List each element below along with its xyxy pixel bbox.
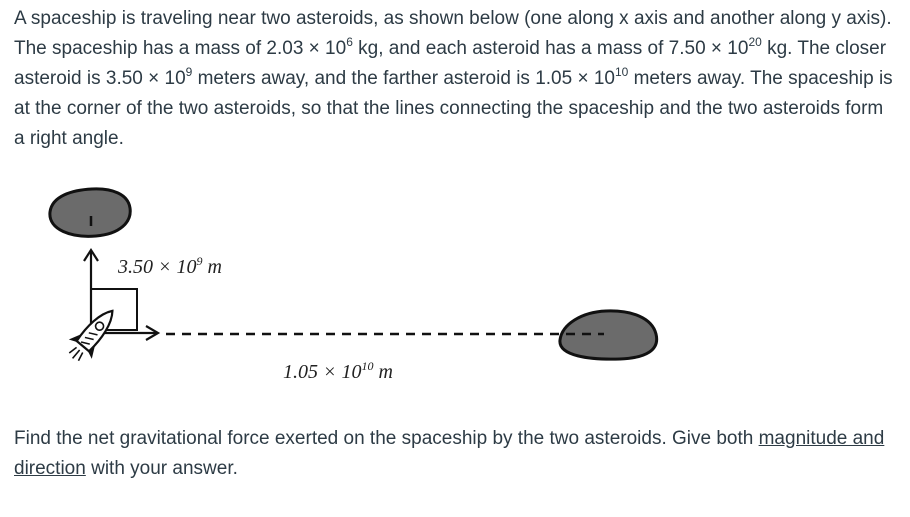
vertical-distance-label: $3.50 \times 10^9$ m <box>118 254 222 278</box>
problem-text-2: kg, and each asteroid has a mass of 7.50 × 10 <box>352 38 749 59</box>
problem-text-4: meters away, and the farther asteroid is 1.05 × 10 <box>192 68 615 89</box>
problem-text-3: kg. The closer asteroid is 3.50 × 10 <box>14 38 887 89</box>
rocket-icon <box>61 301 124 368</box>
question-text <box>14 424 899 484</box>
horizontal-distance-label: $1.05 \times 10^{10}$ m <box>283 359 393 383</box>
problem-text-1: A spaceship is traveling near two asteroids, as shown below (one along x axis and another along y axis). The spaceship has a mass of 2.03 × 10 <box>14 8 892 59</box>
ship-mass-exponent: 6 <box>346 34 353 49</box>
close-distance-exponent: 9 <box>185 64 193 79</box>
top-asteroid <box>50 189 130 236</box>
far-distance-exponent: 10 <box>614 64 629 79</box>
question-body: Find the net gravitational force exerted on the spaceship by the two asteroids. Give both <box>14 428 759 449</box>
asteroid-mass-exponent: 20 <box>748 34 762 49</box>
problem-text-5: meters away. The spaceship is at the corner of the two asteroids, so that the lines connecting the spaceship and the two asteroids form a right angle. <box>14 68 893 149</box>
magnitude-direction-link[interactable]: magnitude and direction <box>14 428 885 479</box>
question-tail: with your answer. <box>85 458 238 479</box>
